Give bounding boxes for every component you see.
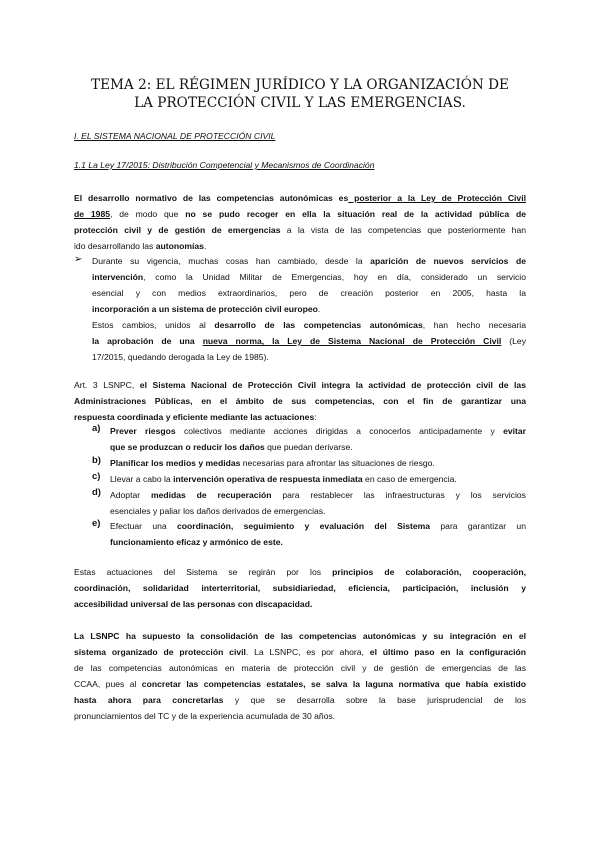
list-item-text: esenciales y paliar los daños derivados de emergencias. [110,506,326,516]
para2-bold: el Sistema Nacional de Protección Civil integra la actividad de protección civil de las [139,380,526,390]
list-item-bold: coordinación, seguimiento y evaluación del Sistema [176,521,431,531]
para4-text: de las competencias autonómicas en materia de protección civil y de gestión de emergencias de las [74,663,526,673]
para4-text: . La LSNPC, es por ahora, [245,647,370,657]
list-item-bold: Planificar los medios y medidas [110,458,241,468]
title-line-1: TEMA 2: EL RÉGIMEN JURÍDICO Y LA ORGANIZACIÓN DE [91,77,509,93]
bullet-text: esencial y con medios extraordinarios, pero de creación posterior en 2005, hasta la [92,288,526,298]
para1-law-year: de 1985 [74,209,110,219]
para1-text: . [203,241,207,251]
bullet-text: , han hecho necesaria [422,320,526,330]
document-title [60,76,540,112]
list-item [110,518,526,550]
para4-text: y que se desarrolla sobre la base jurisprudencial de los [223,695,526,705]
list-item-bold: Prever riesgos [110,426,176,436]
para1-text: ido desarrollando las [74,241,156,251]
para3-bold: principios de colaboración, cooperación, [332,567,526,577]
para4-bold: el último paso en la configuración [369,647,527,657]
list-item [110,423,526,455]
paragraph-1 [74,190,526,254]
bullet-bold: la aprobación de una [92,336,203,346]
paragraph-4 [74,628,526,724]
list-item-text: necesarias para afrontar las situaciones de riesgo. [240,458,435,468]
para3-bold: coordinación, solidaridad interterritorial, subsidiariedad, eficiencia, participación, inclusión y [74,583,526,593]
list-item-text: en caso de emergencia. [362,474,457,484]
paragraph-2 [74,377,526,425]
para4-bold: sistema organizado de protección civil [74,647,246,657]
list-item-bold: evitar [503,426,526,436]
para1-text: , de modo que [110,209,186,219]
para2-text: : [314,412,317,422]
para3-bold: accesibilidad universal de las personas con discapacidad. [74,599,313,609]
arrow-bullet-icon: ➢ [74,254,83,265]
bullet-bold: desarrollo de las competencias autonómicas [214,320,423,330]
list-item-text: Llevar a cabo la [110,474,174,484]
bullet-bold: aparición de nuevos servicios de [370,256,526,266]
bullet-text: . [317,304,321,314]
para4-bold: concretar las competencias estatales, se salva la laguna normativa que había existido [141,679,526,689]
list-marker: b) [92,455,101,466]
section-heading-1: I. EL SISTEMA NACIONAL DE PROTECCIÓN CIVIL [74,131,276,141]
list-item-text: para garantizar un [430,521,526,531]
para1-underlined: posterior a la Ley de Protección Civil [348,193,526,203]
para2-text: Art. 3 LSNPC, [74,380,140,390]
section-heading-1-1: 1.1 La Ley 17/2015: Distribución Competencial y Mecanismos de Coordinación [74,160,375,170]
para3-text: Estas actuaciones del Sistema se regirán por los [74,567,333,577]
bullet-bold: incorporación a un sistema de protección civil europeo [92,304,318,314]
list-item-text: Efectuar una [110,521,177,531]
list-item [110,455,526,471]
para4-bold: hasta ahora para concretarlas [74,695,224,705]
list-marker: c) [92,471,101,482]
bullet-text: Estos cambios, unidos al [92,320,215,330]
list-item-text: colectivos mediante acciones dirigidas a conocerlos anticipadamente y [175,426,504,436]
para1-bold: protección civil y de gestión de emergencias [74,225,281,235]
para2-bold: Administraciones Públicas, en el ámbito de sus competencias, con el fin de garantizar una [74,396,526,406]
list-item-text: Adoptar [110,490,151,500]
list-marker: e) [92,518,101,529]
para4-bold: La LSNPC ha supuesto la consolidación de las competencias autonómicas y su integración en el [74,631,526,641]
list-item [110,471,526,487]
bullet-paragraph [92,253,526,365]
para1-bold: autonomías [155,241,204,251]
bullet-law-name: nueva norma, la Ley de Sistema Nacional de Protección Civil [202,336,502,346]
para2-bold: respuesta coordinada y eficiente mediante las actuaciones [74,412,315,422]
para1-text: El desarrollo normativo de las competencias autonómicas es [74,193,349,203]
list-item [110,487,526,519]
list-item-bold: medidas de recuperación [150,490,272,500]
list-marker: d) [92,487,101,498]
para4-text: CCAA, pues al [74,679,142,689]
bullet-text: (Ley [501,336,527,346]
list-item-bold: intervención operativa de respuesta inmediata [173,474,363,484]
para1-bold: no se pudo recoger en ella la situación real de la actividad pública de [185,209,526,219]
paragraph-3 [74,564,526,612]
list-marker: a) [92,423,101,434]
bullet-bold: intervención [92,272,144,282]
title-line-2: LA PROTECCIÓN CIVIL Y LAS EMERGENCIAS. [134,95,466,111]
bullet-text: Durante su vigencia, muchas cosas han cambiado, desde la [92,256,371,266]
para1-text: a la vista de las competencias que posteriormente han [280,225,526,235]
bullet-text: , como la Unidad Militar de Emergencias, hoy en día, considerado un servicio [143,272,526,282]
list-item-text: que puedan derivarse. [264,442,353,452]
list-item-bold: funcionamiento eficaz y armónico de este. [110,537,283,547]
list-item-text: para restablecer las infraestructuras y los servicios [271,490,526,500]
list-item-bold: que se produzcan o reducir los daños [110,442,265,452]
bullet-text: 17/2015, quedando derogada la Ley de 1985). [92,352,269,362]
para4-text: pronunciamientos del TC y de la experiencia acumulada de 30 años. [74,711,336,721]
